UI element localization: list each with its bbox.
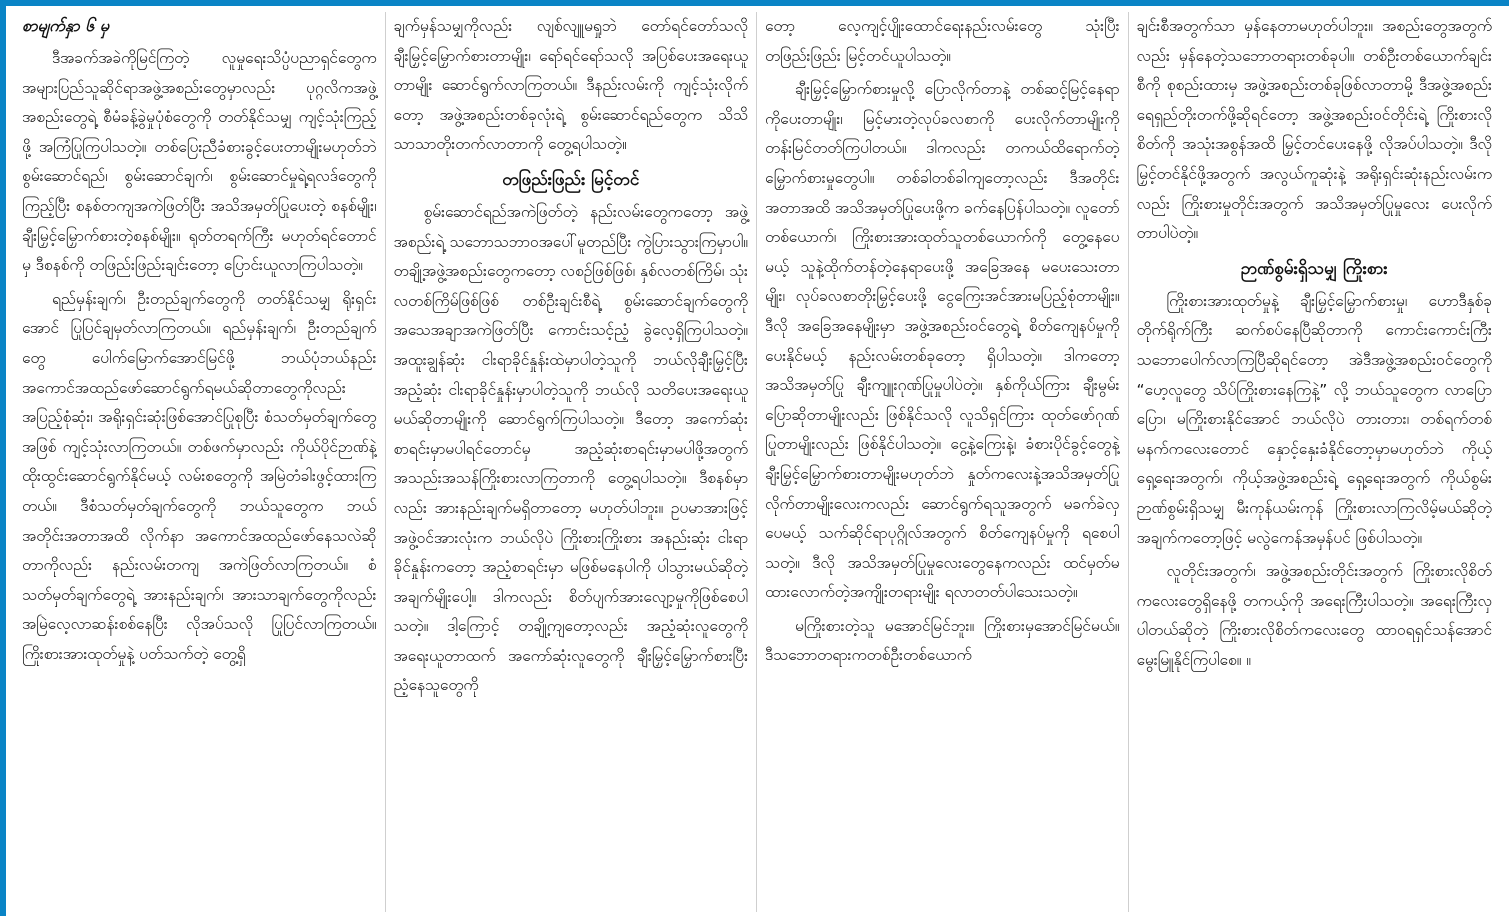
continued-from-label: စာမျက်နှာ ၆ မှ bbox=[22, 16, 110, 35]
paragraph: လူတိုင်းအတွက်၊ အဖွဲ့အစည်းတိုင်းအတွက် ကြိုးစားလိုစိတ်ကလေးတွေရှိနေဖို့ တကယ့်ကို အရေးကြီးပါသတဲ့။ အရေးကြီးလှပါတယ်ဆိုတဲ့ ကြိုးစားလိုစိတ်ကလေးတွေ ထာဝရရှင်သန်အောင် မွေးမြူနိုင်ကြပါစေ။ ။ bbox=[1136, 562, 1492, 669]
paragraph: စွမ်းဆောင်ရည်အကဲဖြတ်တဲ့ နည်းလမ်းတွေကတော့ အဖွဲ့အစည်းရဲ့ သဘောသဘာဝအပေါ်မူတည်ပြီး ကွဲပြားသွားကြမှာပါ။ တချို့အဖွဲ့အစည်းတွေကတော့ လစဉ်ဖြစ်ဖြစ်၊ နှစ်လတစ်ကြိမ်၊ သုံးလတစ်ကြိမ်ဖြစ်ဖြစ် တစ်ဦးချင်းစီရဲ့ စွမ်းဆောင်ချက်တွေကို အသေအချာအကဲဖြတ်ပြီး ကောင်းသင့်ညံ့ ခွဲလေ့ရှိကြပါသတဲ့။ အထူးချွန်ဆုံး ငါးရာခိုင်နှုန်းထဲမှာပါတဲ့သူကို ဘယ်လိုချီးမြှင့်ပြီး အညံ့ဆုံး ငါးရာခိုင်နှုန်းမှာပါတဲ့သူကို ဘယ်လို သတိပေးအရေးယူမယ်ဆိုတာမျိုးကို ဆောင်ရွက်ကြပါသတဲ့။ ဒီတော့ အကော်ဆုံးစာရင်းမှာမပါရင်တောင်မှ အညံ့ဆုံးစာရင်းမှာမပါဖို့အတွက် အသည်းအသန်ကြိုးစားလာကြတာကို တွေ့ရပါသတဲ့။ ဒီစနစ်မှာလည်း အားနည်းချက်မရှိတာတော့ မဟုတ်ပါဘူး။ ဥပမာအားဖြင့် အဖွဲ့ဝင်အားလုံးက ဘယ်လိုပဲ ကြိုးစားကြိုးစား အနည်းဆုံး ငါးရာခိုင်နှုန်းကတော့ အညံ့စာရင်းမှာ မဖြစ်မနေပါကို ပါသွားမယ်ဆိုတဲ့ အချက်မျိုးပေါ့။ ဒါကလည်း စိတ်ပျက်အားလျော့မှုကိုဖြစ်စေပါသတဲ့။ ဒါ့ကြောင့် တချို့ကျတော့လည်း အညံ့ဆုံးလူတွေကိုအရေးယူတာထက် အကော်ဆုံးလူတွေကို ချီးမြှင့်မြှောက်စားပြီး ညံ့နေသူတွေကို bbox=[393, 202, 748, 695]
paragraph: ဒီအခက်အခဲကိုမြင်ကြတဲ့ လူမှုရေးသိပ္ပံပညာရှင်တွေက အများပြည်သူဆိုင်ရာအဖွဲ့အစည်းတွေမှာလည်း ပုဂ္ဂလိကအဖွဲ့အစည်းတွေရဲ့ စီမံခန့်ခွဲမှုပုံစံတွေကို တတ်နိုင်သမျှ ကျင့်သုံးကြည့်ဖို့ အကြံပြုကြပါသတဲ့။ တစ်ပြေးညီခံစားခွင့်ပေးတာမျိုးမဟုတ်ဘဲ စွမ်းဆောင်ရည်၊ စွမ်းဆောင်ချက်၊ စွမ်းဆောင်မှုရဲ့ရလဒ်တွေကို ကြည့်ပြီး စနစ်တကျအကဲဖြတ်ပြီး အသိအမှတ်ပြုပေးတဲ့ စနစ်မျိုး၊ ချီးမြှင့်မြှောက်စားတဲ့စနစ်မျိုး။ ရုတ်တရက်ကြီး မဟုတ်ရင်တောင်မှ ဒီစနစ်ကို တဖြည်းဖြည်းချင်းတော့ ပြောင်းယူလာကြပါသတဲ့။ bbox=[22, 49, 377, 275]
column-3 bbox=[757, 12, 1129, 912]
top-accent-bar bbox=[0, 0, 1509, 6]
article-page bbox=[14, 12, 1500, 912]
paragraph: ရည်မှန်းချက်၊ ဦးတည်ချက်တွေကို တတ်နိုင်သမျှ ရိုးရှင်းအောင် ပြုပြင်ချမှတ်လာကြတယ်။ ရည်မှန်းချက်၊ ဦးတည်ချက်တွေ ပေါက်မြောက်အောင်မြင်ဖို့ ဘယ်ပုံဘယ်နည်း အကောင်အထည်ဖော်ဆောင်ရွက်ရမယ်ဆိုတာတွေကိုလည်း အပြည့်စုံဆုံး၊ အရိုးရှင်းဆုံးဖြစ်အောင်ပြုစုပြီး စံသတ်မှတ်ချက်တွေအဖြစ် ကျင့်သုံးလာကြတယ်။ တစ်ဖက်မှာလည်း ကိုယ်ပိုင်ဉာဏ်နဲ့ ထိုးထွင်းဆောင်ရွက်နိုင်မယ့် လမ်းစတွေကို အမြဲတံခါးဖွင့်ထားကြတယ်။ ဒီစံသတ်မှတ်ချက်တွေကို ဘယ်သူတွေက ဘယ်အတိုင်းအတာအထိ လိုက်နာ အကောင်အထည်ဖော်နေသလဲဆိုတာကိုလည်း နည်းလမ်းတကျ အကဲဖြတ်လာကြတယ်။ စံသတ်မှတ်ချက်တွေရဲ့ အားနည်းချက်၊ အားသာချက်တွေကိုလည်း အမြဲလေ့လာဆန်းစစ်နေပြီး လိုအပ်သလို ပြုပြင်လာကြတယ်။ ကြိုးစားအားထုတ်မှုနဲ့ ပတ်သက်တဲ့ တွေ့ရှိ bbox=[22, 289, 377, 663]
column-2 bbox=[386, 12, 758, 912]
section-heading: တဖြည်းဖြည်း မြင့်တင် bbox=[502, 169, 640, 190]
paragraph-continued: တော့ လေ့ကျင့်ပျိုးထောင်ရေးနည်းလမ်းတွေ သုံးပြီး တဖြည်းဖြည်း မြင့်တင်ယူပါသတဲ့။ bbox=[765, 17, 1120, 65]
paragraph: ကြိုးစားအားထုတ်မှုနဲ့ ချီးမြှင့်မြှောက်စားမှု၊ ဟောဒီနှစ်ခု တိုက်ရိုက်ကြီး ဆက်စပ်နေပြီဆိုတာကို ကောင်းကောင်းကြီး သဘောပေါက်လာကြပြီဆိုရင်တော့ အဲဒီအဖွဲ့အစည်းဝင်တွေကို “ဟေ့လူတွေ သိပ်ကြိုးစားနေကြနဲ့” လို့ ဘယ်သူတွေက လာပြောပြော၊ မကြိုးစားနိုင်အောင် ဘယ်လိုပဲ တားတား၊ တစ်ရက်တစ်မနက်ကလေးတောင် နှောင့်နှေးခံနိုင်တော့မှာမဟုတ်ဘဲ ကိုယ့်ရှေ့ရေးအတွက်၊ ကိုယ့်အဖွဲ့အစည်းရဲ့ ရှေ့ရေးအတွက် ကိုယ်စွမ်းဉာဏ်စွမ်းရှိသမျှ မီးကုန်ယမ်းကုန် ကြိုးစားလာကြလိမ့်မယ်ဆိုတဲ့ အချက်ကတော့ဖြင့် မလွဲကေန်အမှန်ပင် ဖြစ်ပါသတဲ့။ bbox=[1136, 291, 1492, 547]
paragraph-continued: ချက်မှန်သမျှကိုလည်း လျစ်လျူမရှုဘဲ တော်ရင်တော်သလို ချီးမြှင့်မြှောက်စားတာမျိုး၊ ရော်ရင်ရော်သလို အပြစ်ပေးအရေးယူတာမျိုး ဆောင်ရွက်လာကြတယ်။ ဒီနည်းလမ်းကို ကျင့်သုံးလိုက်တော့ အဖွဲ့အစည်းတစ်ခုလုံးရဲ့ စွမ်းဆောင်ရည်တွေက သိသိသာသာတိုးတက်လာတာကို တွေ့ရပါသတဲ့။ bbox=[393, 17, 748, 154]
column-4 bbox=[1129, 12, 1501, 912]
section-heading: ဉာဏ်စွမ်းရှိသမျှ ကြိုးစား bbox=[1240, 258, 1388, 279]
paragraph: ချီးမြှင့်မြှောက်စားမှုလို့ ပြောလိုက်တာနဲ့ တစ်ဆင့်မြင့်နေရာကိုပေးတာမျိုး၊ မြင့်မားတဲ့လုပ်ခလစာကို ပေးလိုက်တာမျိုးကို တန်းမြင်တတ်ကြပါတယ်။ ဒါကလည်း တကယ်ထိရောက်တဲ့မြှောက်စားမှုတွေပါ။ တစ်ခါတစ်ခါကျတော့လည်း ဒီအတိုင်း အတာအထိ အသိအမှတ်ပြုပေးဖို့က ခက်နေပြန်ပါသတဲ့။ လူတော်တစ်ယောက်၊ ကြိုးစားအားထုတ်သူတစ်ယောက်ကို တွေ့နေပေမယ့် သူနဲ့ထိုက်တန်တဲ့နေရာပေးဖို့ အခြေအနေ မပေးသေးတာမျိုး၊ လုပ်ခလစာတိုးမြှင့်ပေးဖို့ ငွေကြေးအင်အားမပြည့်စုံတာမျိုး။ ဒီလို အခြေအနေမျိုးမှာ အဖွဲ့အစည်းဝင်တွေရဲ့ စိတ်ကျေနပ်မှုကိုပေးနိုင်မယ့် နည်းလမ်းတစ်ခုတော့ ရှိပါသတဲ့။ ဒါကတော့ အသိအမှတ်ပြု ချီးကျူးဂုဏ်ပြုမှုပါပဲတဲ့။ နှစ်ကိုယ်ကြား ချီးမွမ်းပြောဆိုတာမျိုးလည်း ဖြစ်နိုင်သလို လူသိရှင်ကြား ထုတ်ဖော်ဂုဏ်ပြုတာမျိုးလည်း ဖြစ်နိုင်ပါသတဲ့။ ငွေ့နဲ့ကြေးနဲ့၊ ခံစားပိုင်ခွင့်တွေနဲ့ ချီးမြှင့်မြှောက်စားတာမျိုးမဟုတ်ဘဲ နှုတ်ကလေးနဲ့အသိအမှတ်ပြုလိုက်တာမျိုးလေးကလည်း ဆောင်ရွက်ရသူအတွက် မခက်ခဲလှပေမယ့် သက်ဆိုင်ရာပုဂ္ဂိုလ်အတွက် စိတ်ကျေနပ်မှုကို ရစေပါသတဲ့။ ဒီလို အသိအမှတ်ပြုမှုလေးတွေနေကလည်း ထင်မှတ်မထားလောက်တဲ့အကျိုးတရားမျိုး ရလာတတ်ပါသေးသတဲ့။ bbox=[765, 80, 1120, 602]
column-1 bbox=[14, 12, 386, 912]
paragraph: မကြိုးစားတဲ့သူ မအောင်မြင်ဘူး။ ကြိုးစားမှအောင်မြင်မယ်။ ဒီသဘောတရားကတစ်ဦးတစ်ယောက် bbox=[765, 616, 1120, 665]
left-accent-bar bbox=[0, 0, 6, 916]
paragraph-continued: ချင်းစီအတွက်သာ မှန်နေတာမဟုတ်ပါဘူး။ အစည်းတွေအတွက်လည်း မှန်နေတဲ့သဘောတရားတစ်ခုပါ။ တစ်ဦးတစ်ယောက်ချင်းစီကို စုစည်းထားမှ အဖွဲ့အစည်းတစ်ခုဖြစ်လာတာမို့ ဒီအဖွဲ့အစည်းရေရှည်တိုးတက်ဖို့ဆိုရင်တော့ အဖွဲ့အစည်းဝင်တိုင်းရဲ့ ကြိုးစားလိုစိတ်ကို အသုံးအစွန်အထိ မြှင့်တင်ပေးနေဖို့ လိုအပ်ပါသတဲ့။ ဒီလို မြှင့်တင်နိုင်ဖို့အတွက် အလွယ်ကူဆုံးနဲ့ အရိုးရှင်းဆုံးနည်းလမ်းကလည်း ကြိုးစားမှုတိုင်းအတွက် အသိအမှတ်ပြုမှုလေး ပေးလိုက်တာပါပဲတဲ့။ bbox=[1136, 17, 1492, 243]
